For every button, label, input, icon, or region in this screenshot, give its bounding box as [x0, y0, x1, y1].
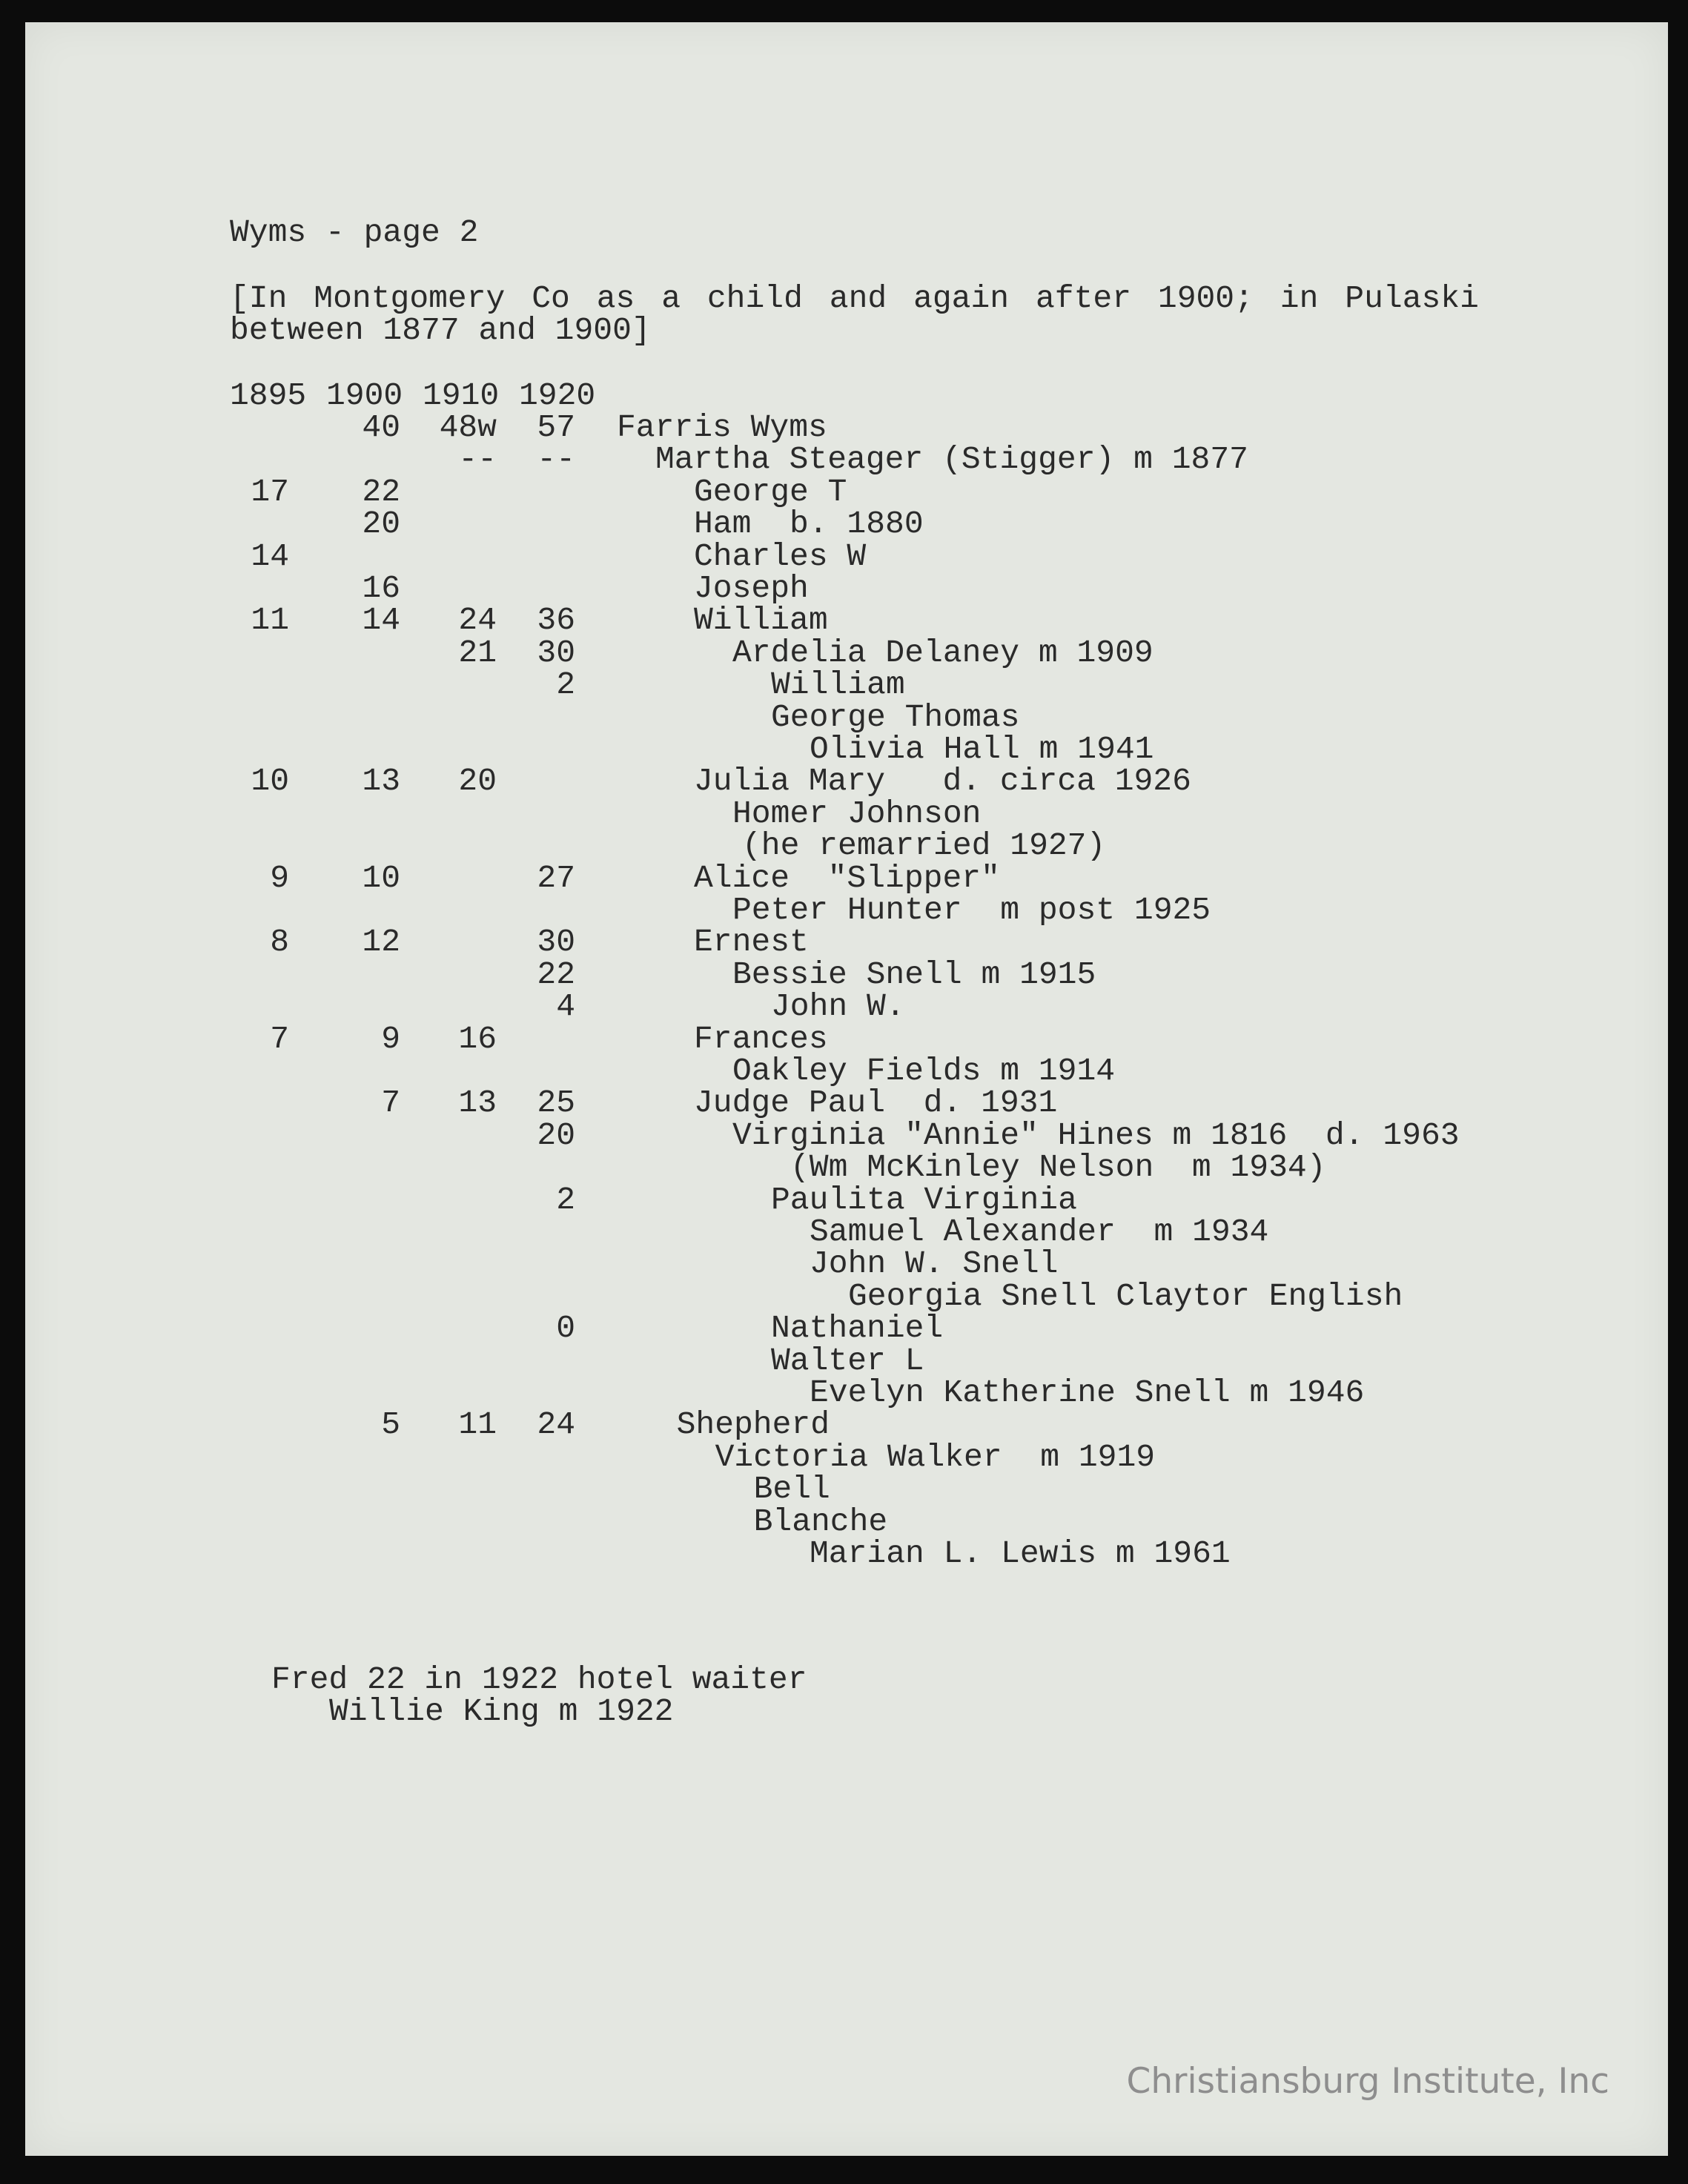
- census-age-1920: 25: [537, 1085, 575, 1122]
- census-age-1920: --: [537, 441, 575, 478]
- year-1900: 1900: [326, 377, 403, 414]
- person-entry: Samuel Alexander m 1934: [810, 1214, 1269, 1250]
- note-word: and: [829, 280, 887, 317]
- census-age-1910: 13: [458, 1085, 497, 1122]
- census-age-1900: 40: [362, 409, 400, 446]
- census-age-1920: 20: [537, 1116, 575, 1154]
- person-entry: Nathaniel: [771, 1310, 944, 1347]
- census-age-1910: 48w: [439, 409, 497, 446]
- census-age-1910: 24: [458, 602, 497, 639]
- census-age-1895: 7: [270, 1020, 289, 1057]
- census-age-1920: 2: [556, 1181, 575, 1218]
- person-entry: William: [694, 602, 828, 639]
- person-entry: (he remarried 1927): [742, 827, 1106, 864]
- person-entry: Julia Mary d. circa 1926: [694, 763, 1191, 800]
- person-entry: Homer Johnson: [732, 795, 982, 832]
- note-word: as: [596, 280, 635, 317]
- person-entry: Evelyn Katherine Snell m 1946: [810, 1374, 1365, 1411]
- person-entry: Judge Paul d. 1931: [694, 1085, 1058, 1122]
- census-age-1900: 7: [381, 1085, 400, 1122]
- person-entry: Bell: [753, 1471, 830, 1508]
- note-word: 1900;: [1157, 280, 1254, 317]
- person-entry: Joseph: [694, 570, 809, 606]
- person-entry: Marian L. Lewis m 1961: [810, 1535, 1231, 1572]
- person-entry: William: [771, 666, 905, 704]
- person-entry: Ernest: [694, 924, 809, 961]
- census-age-1900: 13: [362, 763, 400, 800]
- census-age-1895: 10: [251, 763, 289, 800]
- person-entry: Olivia Hall m 1941: [810, 731, 1154, 767]
- census-age-1900: 20: [362, 506, 400, 543]
- census-age-1920: 22: [537, 956, 575, 993]
- page-title: Wyms - page 2: [230, 214, 479, 251]
- person-entry: Charles W: [694, 537, 867, 575]
- census-age-1900: 12: [362, 924, 400, 961]
- census-age-1895: 8: [270, 924, 289, 961]
- person-entry: Blanche: [753, 1503, 888, 1540]
- person-entry: Peter Hunter m post 1925: [732, 892, 1211, 928]
- census-age-1895: 17: [251, 473, 289, 510]
- person-entry: Victoria Walker m 1919: [715, 1438, 1156, 1475]
- person-entry: Paulita Virginia: [771, 1181, 1077, 1218]
- person-entry: Ham b. 1880: [694, 506, 924, 543]
- census-age-1900: 14: [362, 602, 400, 639]
- census-age-1920: 24: [537, 1406, 575, 1443]
- note-word: Pulaski: [1345, 280, 1479, 317]
- note-word: again: [913, 280, 1010, 317]
- person-entry: Bessie Snell m 1915: [732, 956, 1096, 993]
- note-line-2: between 1877 and 1900]: [230, 312, 651, 348]
- watermark: Christiansburg Institute, Inc: [1126, 2061, 1609, 2102]
- census-age-1910: 16: [458, 1020, 497, 1057]
- census-age-1900: 5: [381, 1406, 400, 1443]
- census-age-1900: 22: [362, 473, 400, 510]
- note-word: in: [1280, 280, 1319, 317]
- census-age-1920: 4: [556, 988, 575, 1025]
- person-entry: Walter L: [771, 1342, 924, 1379]
- census-age-1895: 14: [251, 537, 289, 575]
- person-entry: Shepherd: [676, 1406, 830, 1443]
- census-age-1920: 2: [556, 666, 575, 704]
- note-word: Co: [532, 280, 570, 317]
- person-entry: Alice "Slipper": [694, 859, 1000, 896]
- person-entry: George Thomas: [771, 698, 1020, 735]
- census-age-1910: 21: [458, 634, 497, 671]
- person-entry: Martha Steager (Stigger) m 1877: [655, 441, 1248, 478]
- person-entry: Georgia Snell Claytor English: [848, 1277, 1403, 1314]
- note-word: [In: [230, 280, 288, 317]
- person-entry: Frances: [694, 1020, 828, 1057]
- census-age-1920: 27: [537, 859, 575, 896]
- census-age-1895: 11: [251, 602, 289, 639]
- year-1920: 1920: [519, 377, 596, 414]
- census-age-1920: 57: [537, 409, 575, 446]
- census-age-1920: 30: [537, 634, 575, 671]
- census-age-1910: 11: [458, 1406, 497, 1443]
- person-entry: Virginia "Annie" Hines m 1816 d. 1963: [732, 1116, 1460, 1154]
- census-age-1895: 9: [270, 859, 289, 896]
- note-word: after: [1035, 280, 1132, 317]
- note-word: Montgomery: [314, 280, 506, 317]
- person-entry: George T: [694, 473, 847, 510]
- willie-line: Willie King m 1922: [329, 1693, 674, 1730]
- note-word: child: [706, 280, 803, 317]
- year-1895: 1895: [230, 377, 307, 414]
- person-entry: John W. Snell: [810, 1245, 1059, 1283]
- census-age-1900: 16: [362, 570, 400, 606]
- note-line-1: [230, 280, 1479, 317]
- note-word: a: [661, 280, 681, 317]
- census-age-1920: 0: [556, 1310, 575, 1347]
- census-age-1920: 30: [537, 924, 575, 961]
- census-age-1920: 36: [537, 602, 575, 639]
- census-age-1900: 10: [362, 859, 400, 896]
- person-entry: Oakley Fields m 1914: [732, 1053, 1116, 1089]
- year-1910: 1910: [423, 377, 500, 414]
- person-entry: Farris Wyms: [617, 409, 827, 446]
- person-entry: Ardelia Delaney m 1909: [732, 634, 1154, 671]
- person-entry: (Wm McKinley Nelson m 1934): [790, 1149, 1326, 1186]
- person-entry: John W.: [771, 988, 905, 1025]
- census-age-1910: 20: [458, 763, 497, 800]
- census-age-1900: 9: [381, 1020, 400, 1057]
- fred-line: Fred 22 in 1922 hotel waiter: [271, 1661, 807, 1698]
- census-age-1910: --: [458, 441, 497, 478]
